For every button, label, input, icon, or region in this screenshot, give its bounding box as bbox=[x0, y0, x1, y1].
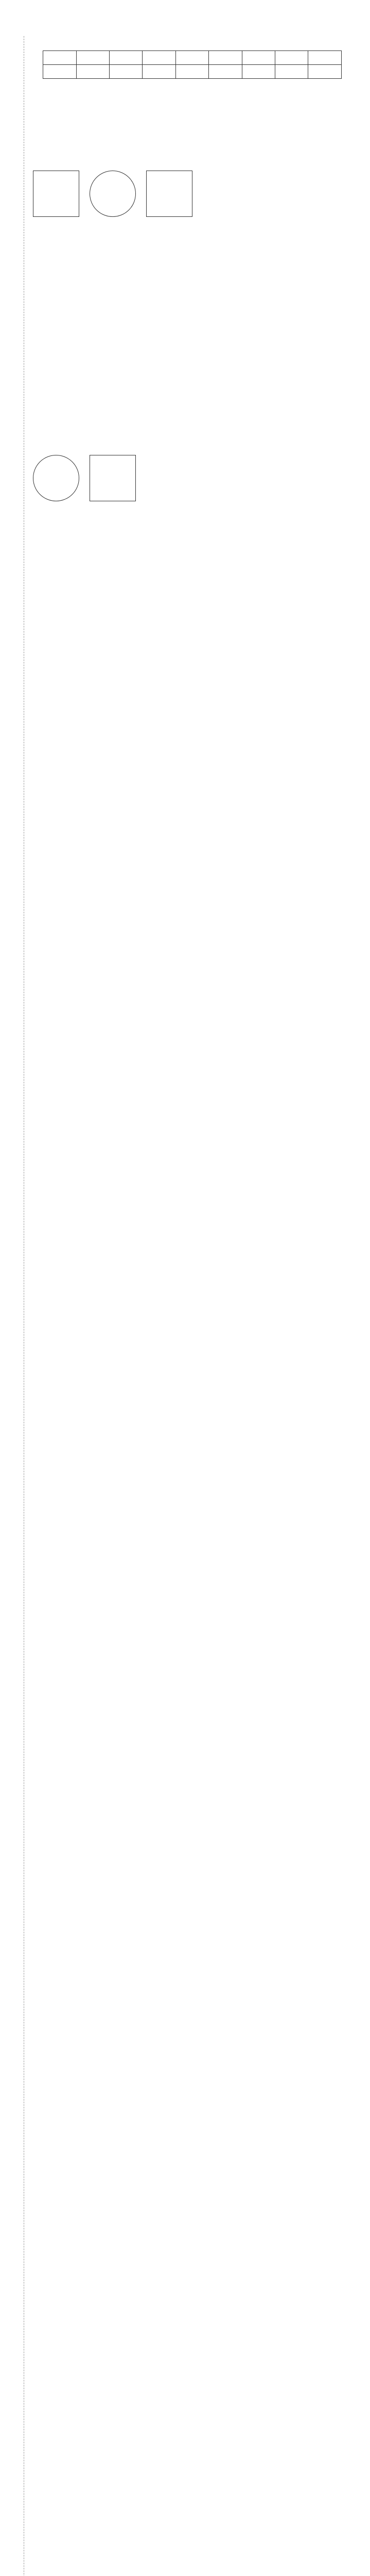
question-answer bbox=[33, 526, 355, 538]
question bbox=[30, 268, 355, 282]
square-figure bbox=[33, 171, 79, 217]
section-heading bbox=[30, 351, 355, 363]
section-heading bbox=[30, 514, 355, 526]
score-table-cell bbox=[242, 51, 275, 65]
score-table-cell bbox=[143, 51, 175, 65]
figure-row bbox=[30, 451, 355, 505]
question bbox=[30, 437, 355, 451]
circle-figure bbox=[33, 455, 79, 501]
question bbox=[30, 539, 355, 553]
score-table bbox=[43, 50, 342, 79]
question-answer bbox=[33, 153, 355, 165]
question bbox=[30, 255, 355, 268]
section-heading bbox=[30, 290, 355, 302]
question-answer bbox=[33, 424, 355, 436]
question bbox=[30, 553, 355, 566]
score-table-cell bbox=[43, 65, 76, 79]
question-answer bbox=[33, 363, 355, 376]
score-table-cell bbox=[275, 65, 308, 79]
score-table-score-row bbox=[43, 65, 342, 79]
question bbox=[30, 363, 355, 377]
score-table-cell bbox=[76, 65, 109, 79]
question bbox=[30, 126, 355, 140]
section-heading bbox=[30, 229, 355, 242]
score-table-cell bbox=[242, 65, 275, 79]
score-table-cell bbox=[209, 51, 242, 65]
question-answer bbox=[33, 242, 355, 254]
score-table-cell bbox=[275, 51, 308, 65]
question-answer bbox=[33, 302, 355, 315]
score-table-cell bbox=[43, 51, 76, 65]
exam-section bbox=[30, 290, 355, 343]
score-table-header-row bbox=[43, 51, 342, 65]
section-heading bbox=[30, 412, 355, 424]
question bbox=[30, 377, 355, 390]
score-table-cell bbox=[110, 65, 143, 79]
question bbox=[30, 390, 355, 403]
question-answer bbox=[33, 539, 355, 552]
square-figure bbox=[146, 171, 192, 217]
question bbox=[30, 329, 355, 343]
score-table-cell bbox=[175, 65, 208, 79]
score-table-cell bbox=[175, 51, 208, 65]
question bbox=[30, 424, 355, 437]
exam-section bbox=[30, 351, 355, 403]
score-table-cell bbox=[143, 65, 175, 79]
question bbox=[30, 316, 355, 329]
question bbox=[30, 302, 355, 316]
section-heading bbox=[30, 87, 355, 99]
question-answer bbox=[33, 566, 355, 579]
score-table-cell bbox=[110, 51, 143, 65]
question-answer bbox=[33, 377, 355, 389]
question-answer bbox=[33, 329, 355, 342]
question-answer bbox=[33, 553, 355, 565]
question bbox=[30, 526, 355, 539]
question-answer bbox=[33, 99, 355, 112]
question-answer bbox=[33, 390, 355, 402]
question bbox=[30, 99, 355, 113]
question bbox=[30, 113, 355, 126]
circle-figure bbox=[90, 171, 136, 217]
question-answer bbox=[33, 316, 355, 328]
square-figure bbox=[90, 455, 136, 501]
exam-section bbox=[30, 229, 355, 282]
score-table-cell bbox=[308, 51, 341, 65]
question bbox=[30, 566, 355, 580]
figure-row bbox=[30, 166, 355, 221]
question bbox=[30, 153, 355, 166]
watermark bbox=[33, 1130, 337, 1343]
question-answer bbox=[33, 268, 355, 281]
exam-section bbox=[30, 514, 355, 580]
question bbox=[30, 140, 355, 153]
binding-margin bbox=[5, 36, 24, 2576]
exam-section bbox=[30, 412, 355, 505]
question-answer bbox=[33, 255, 355, 267]
question-answer bbox=[33, 126, 355, 139]
score-table-cell bbox=[76, 51, 109, 65]
question bbox=[30, 242, 355, 255]
question-answer bbox=[33, 140, 355, 152]
paper-header bbox=[30, 14, 355, 79]
paper-title bbox=[30, 14, 355, 31]
paper-info-line bbox=[30, 34, 355, 45]
score-table-cell bbox=[308, 65, 341, 79]
exam-section bbox=[30, 87, 355, 221]
score-table-cell bbox=[209, 65, 242, 79]
question-answer bbox=[33, 437, 355, 450]
question-answer bbox=[33, 113, 355, 125]
watermark bbox=[33, 2367, 337, 2576]
